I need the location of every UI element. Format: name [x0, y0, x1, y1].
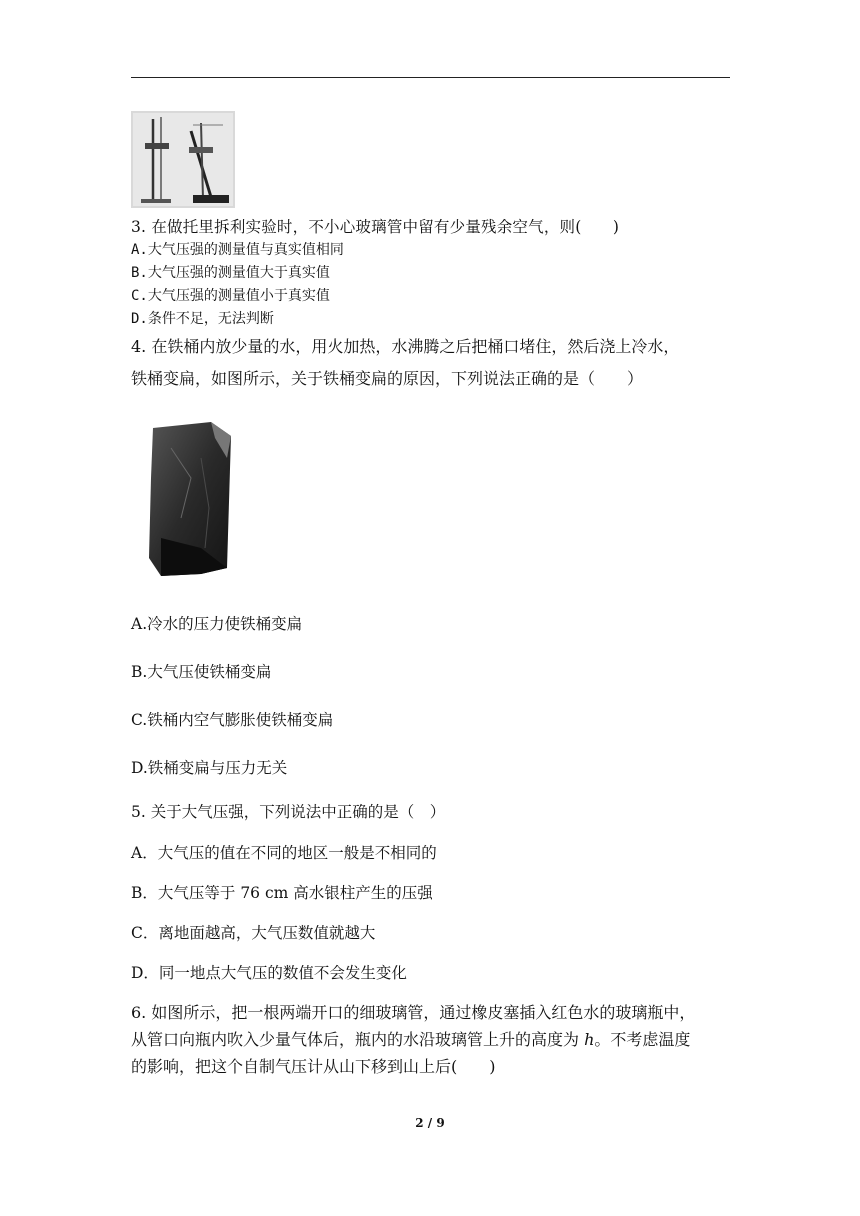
- q3-option-b: B.大气压强的测量值大于真实值: [131, 265, 330, 281]
- q4-stem-line1: 4. 在铁桶内放少量的水，用火加热，水沸腾之后把桶口堵住，然后浇上冷水，: [131, 337, 680, 356]
- q3-option-c: C.大气压强的测量值小于真实值: [131, 288, 330, 304]
- flattened-bucket-figure: [131, 418, 243, 584]
- q5-option-d: D．同一地点大气压的数值不会发生变化: [131, 964, 407, 982]
- q6-line2-part2: 。不考虑温度: [594, 1030, 691, 1049]
- q6-line1: 6. 如图所示，把一根两端开口的细玻璃管，通过橡皮塞插入红色水的玻璃瓶中，: [131, 1003, 696, 1022]
- q6-variable-h: h: [584, 1030, 595, 1049]
- q6-line2: [131, 1030, 690, 1050]
- q6-line3: 的影响，把这个自制气压计从山下移到山上后( ): [131, 1057, 496, 1076]
- q3-option-d: D.条件不足，无法判断: [131, 311, 274, 327]
- page-number: 2 / 9: [415, 1116, 445, 1130]
- q4-stem-line2: 铁桶变扁，如图所示，关于铁桶变扁的原因，下列说法正确的是（ ）: [131, 369, 644, 388]
- q5-option-c: C．离地面越高，大气压数值就越大: [131, 924, 376, 942]
- q5-stem: 5. 关于大气压强，下列说法中正确的是（ ）: [131, 803, 446, 821]
- header-rule: [131, 77, 730, 78]
- q5-option-a: A．大气压的值在不同的地区一般是不相同的: [131, 844, 437, 862]
- apparatus-figure: [131, 111, 235, 208]
- q6-line2-part1: 从管口向瓶内吹入少量气体后，瓶内的水沿玻璃管上升的高度为: [131, 1030, 585, 1049]
- q4-option-b: B.大气压使铁桶变扁: [131, 663, 272, 681]
- q4-option-c: C.铁桶内空气膨胀使铁桶变扁: [131, 711, 334, 729]
- q3-stem: 3. 在做托里拆利实验时，不小心玻璃管中留有少量残余空气，则( ): [131, 218, 620, 236]
- q3-option-a: A.大气压强的测量值与真实值相同: [131, 242, 344, 258]
- q5-option-b: B．大气压等于 76 cm 高水银柱产生的压强: [131, 884, 433, 902]
- q4-option-d: D.铁桶变扁与压力无关: [131, 759, 288, 777]
- q4-option-a: A.冷水的压力使铁桶变扁: [131, 615, 303, 633]
